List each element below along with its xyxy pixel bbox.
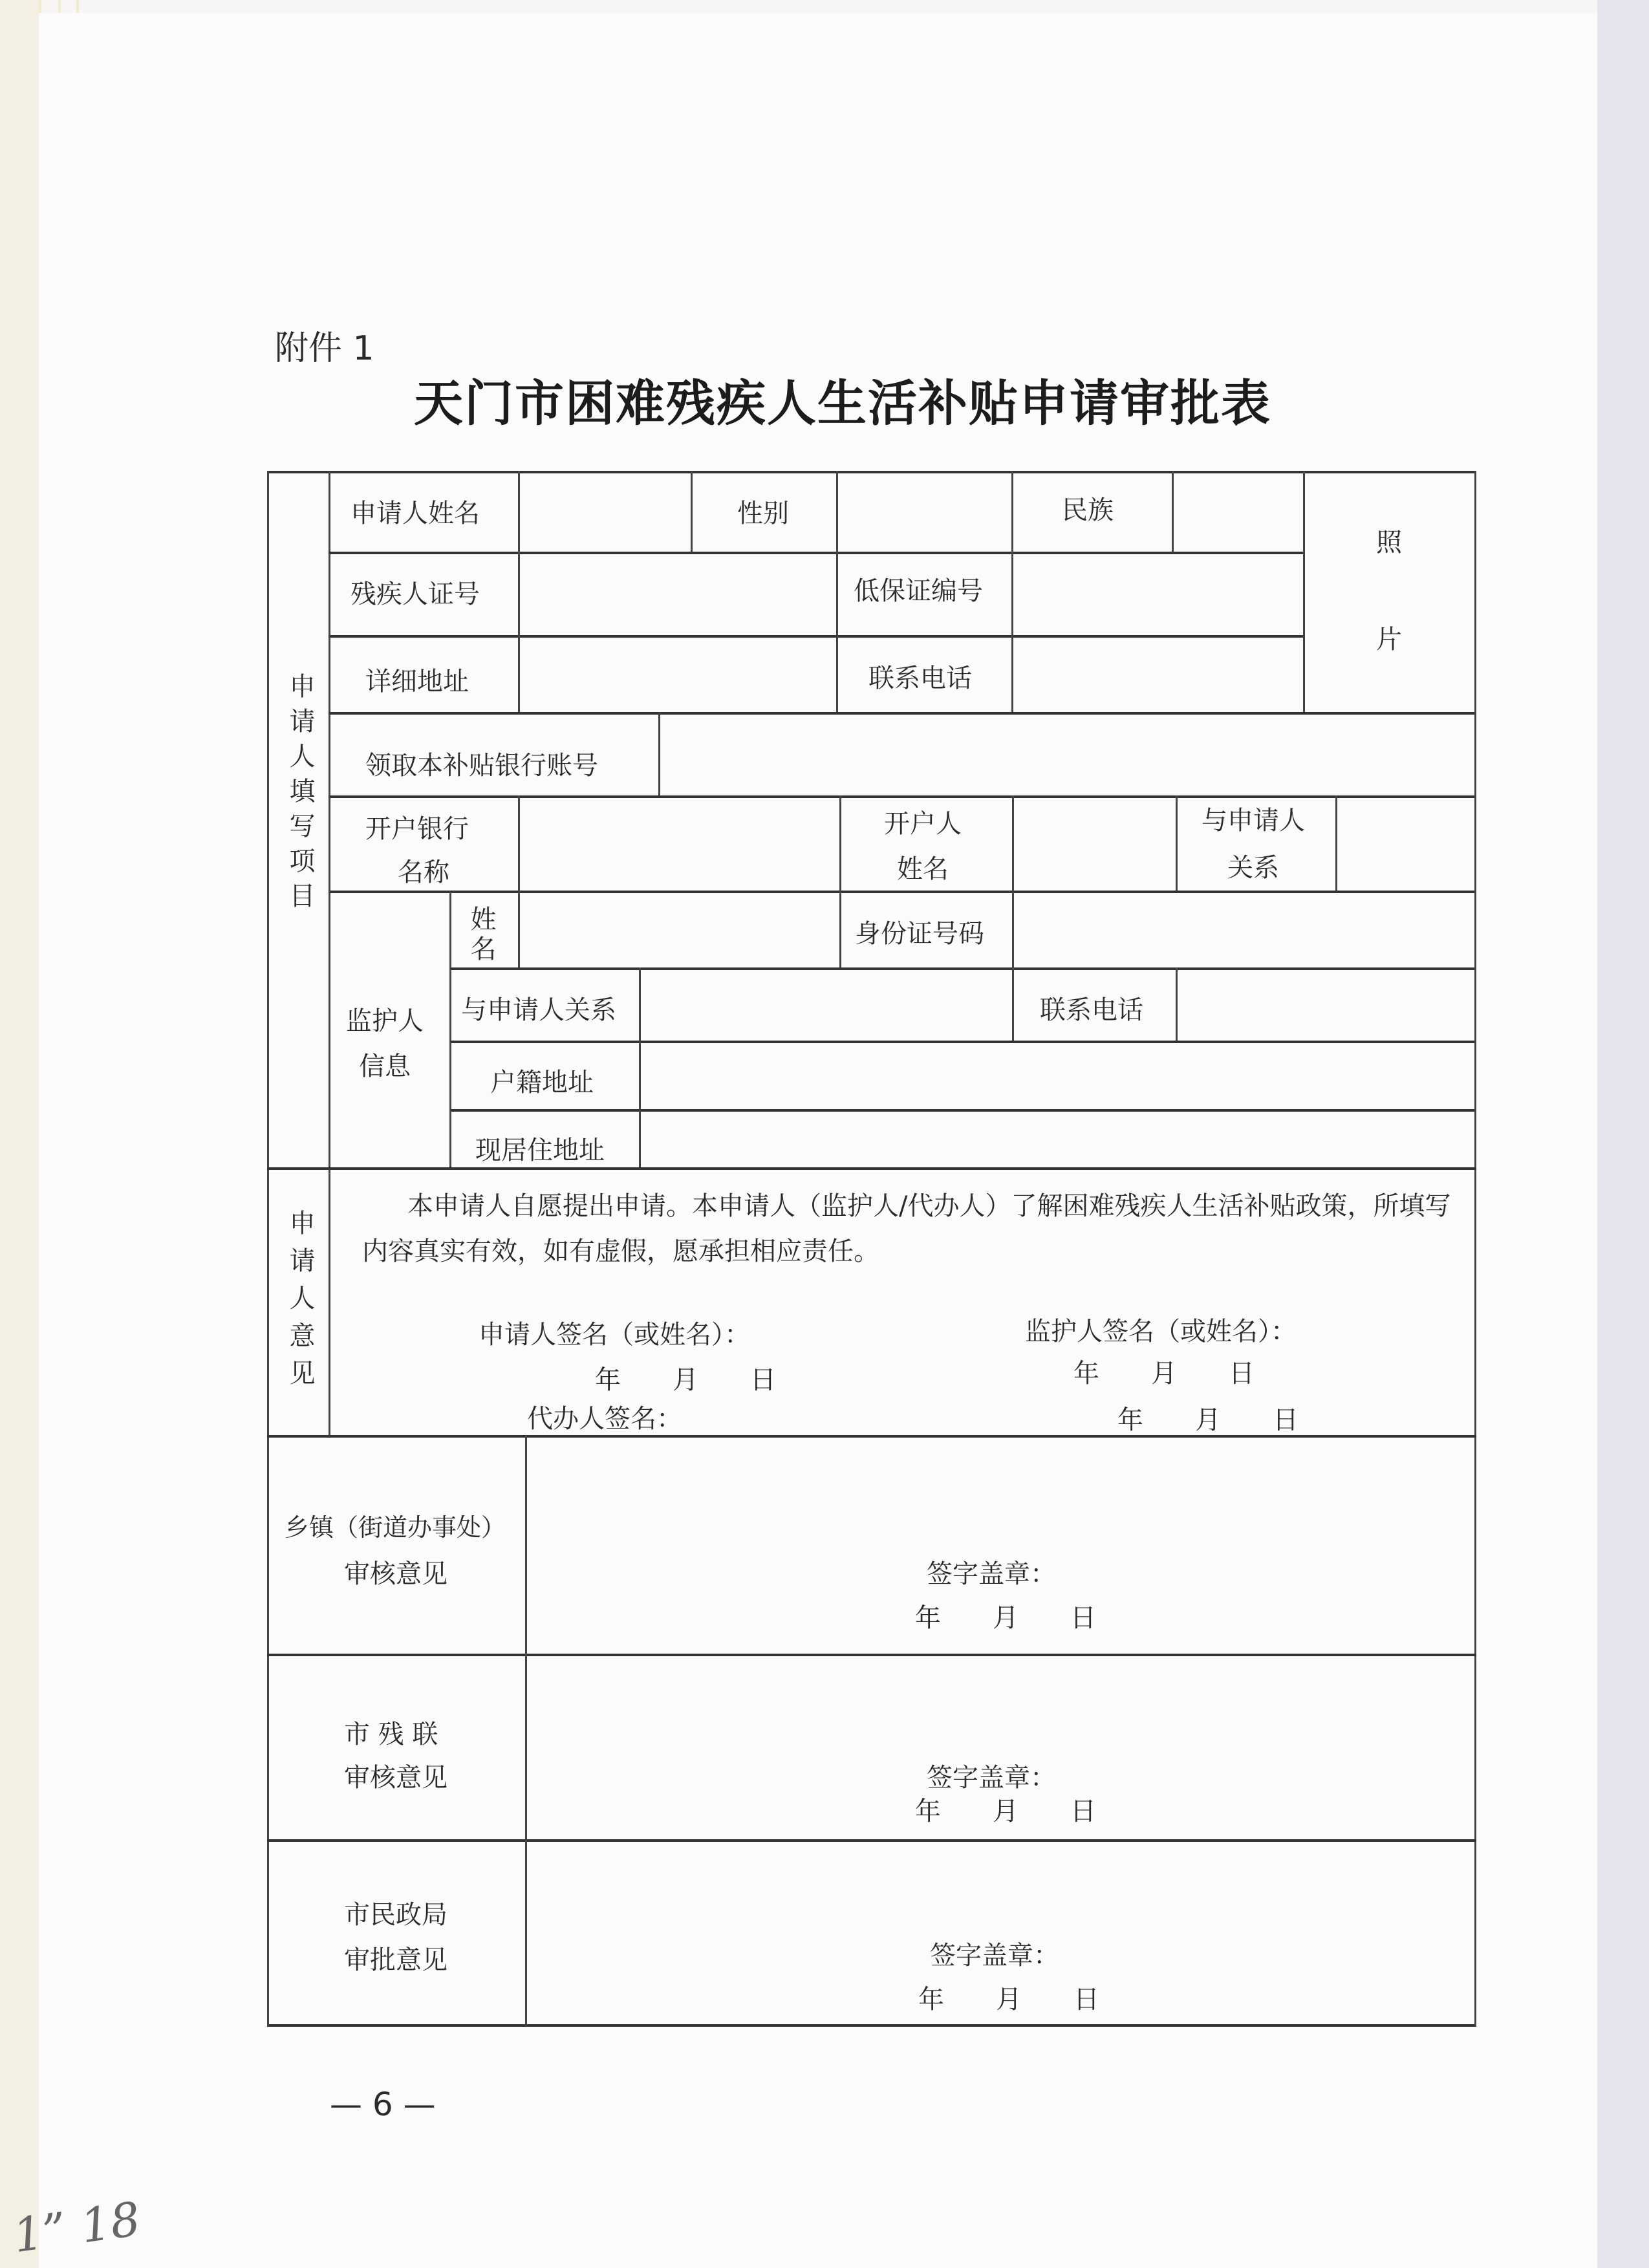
label-address: 详细地址 [365,667,469,697]
input-disability-cert-no[interactable] [521,554,835,634]
photo-box[interactable] [1305,473,1473,711]
label-phone: 联系电话 [868,664,972,693]
grid-line [691,471,693,552]
label-township-l1: 乡镇（街道办事处） [285,1513,506,1542]
grid-line [839,795,841,967]
section-label-opinion: 申请人意见 [285,1209,315,1397]
grid-line [518,795,520,891]
input-gender[interactable] [839,473,1011,551]
label-dibao-cert-no: 低保证编号 [854,576,983,606]
grid-line [1335,795,1337,891]
input-bank-account[interactable] [661,715,1473,795]
label-federation-l2: 审核意见 [344,1763,447,1793]
input-guardian-name[interactable] [521,893,839,967]
input-ethnicity[interactable] [1174,473,1302,551]
grid-line [518,471,520,712]
input-guardian-registered-address[interactable] [641,1043,1473,1108]
label-agent-signature: 代办人签名： [527,1404,682,1434]
label-guardian-name: 姓名 [466,905,496,965]
input-relation[interactable] [1338,798,1473,890]
label-applicant-signature: 申请人签名（或姓名）： [479,1320,750,1350]
table-border-bottom [267,2024,1476,2027]
label-ethnicity: 民族 [1062,495,1114,525]
label-account-holder-l2: 姓名 [897,854,949,884]
table-border-left [267,471,269,2026]
agent-date: 年 月 日 [1117,1405,1299,1435]
grid-line [1172,471,1174,552]
guardian-group-label-l1: 监护人 [346,1006,424,1036]
input-guardian-id-number[interactable] [1015,893,1473,967]
grid-line [329,795,1474,798]
input-guardian-relation[interactable] [641,970,1011,1040]
township-sign-label: 签字盖章： [927,1559,1056,1589]
paper-edge-right [1597,0,1649,2268]
label-guardian-relation: 与申请人关系 [461,995,616,1025]
grid-line [1011,471,1013,712]
label-guardian-id-number: 身份证号码 [855,919,984,949]
table-border-right [1474,471,1476,2026]
label-bank-name-l1: 开户银行 [365,814,469,844]
label-federation-l1: 市 残 联 [344,1720,438,1749]
input-account-holder[interactable] [1015,798,1175,890]
label-guardian-current-address: 现居住地址 [475,1136,605,1165]
grid-line [449,891,451,1167]
grid-line [1176,967,1178,1041]
input-bank-name[interactable] [521,798,839,890]
grid-line [1176,795,1178,891]
input-guardian-current-address[interactable] [641,1112,1473,1167]
input-dibao-cert-no[interactable] [1014,554,1302,634]
grid-line [658,712,660,795]
label-guardian-signature: 监护人签名（或姓名）： [1025,1317,1297,1346]
guardian-date: 年 月 日 [1073,1359,1255,1388]
label-applicant-name: 申请人姓名 [350,499,480,528]
input-phone[interactable] [1014,638,1302,711]
township-date: 年 月 日 [915,1603,1096,1633]
label-guardian-registered-address: 户籍地址 [490,1068,594,1097]
label-township-l2: 审核意见 [344,1559,447,1589]
photo-label-bottom: 片 [1376,625,1402,654]
grid-line [525,1435,527,2026]
grid-line [1012,795,1014,967]
section-label-applicant: 申请人填写项目 [285,673,315,917]
handwritten-note: 1” 18 [10,2191,144,2263]
federation-sign-label: 签字盖章： [927,1763,1056,1793]
label-disability-cert-no: 残疾人证号 [350,579,480,609]
input-agent-signature[interactable] [685,1403,912,1429]
photo-label-top: 照 [1376,528,1402,557]
federation-date: 年 月 日 [915,1797,1096,1826]
grid-line [639,967,641,1167]
label-bank-account: 领取本补贴银行账号 [365,751,598,781]
grid-line [267,1167,1476,1170]
grid-line [1012,967,1014,1041]
label-civil-affairs-l2: 审批意见 [344,1945,447,1975]
input-address[interactable] [521,638,835,711]
guardian-group-label-l2: 信息 [359,1052,411,1081]
input-applicant-name[interactable] [521,473,690,551]
label-civil-affairs-l1: 市民政局 [344,1900,447,1930]
applicant-statement: 本申请人自愿提出申请。本申请人（监护人/代办人）了解困难残疾人生活补贴政策，所填写内容真实有效，如有虚假，愿承担相应责任。 [362,1191,1451,1266]
label-relation-l2: 关系 [1227,853,1279,883]
paper-edge-left [0,0,39,2268]
input-guardian-phone[interactable] [1178,970,1473,1040]
grid-line [518,891,520,967]
grid-line [836,471,838,712]
grid-line [329,471,330,1435]
attachment-label: 附件 1 [275,329,374,368]
label-bank-name-l2: 名称 [398,858,449,887]
applicant-date: 年 月 日 [595,1365,776,1395]
label-relation-l1: 与申请人 [1202,806,1305,836]
label-account-holder-l1: 开户人 [884,809,962,839]
page-title: 天门市困难残疾人生活补贴申请审批表 [414,374,1271,432]
label-gender: 性别 [737,499,789,528]
page-number: — 6 — [330,2086,436,2123]
label-guardian-phone: 联系电话 [1040,995,1143,1025]
civil-affairs-date: 年 月 日 [918,1985,1099,2014]
civil-affairs-sign-label: 签字盖章： [930,1941,1059,1971]
